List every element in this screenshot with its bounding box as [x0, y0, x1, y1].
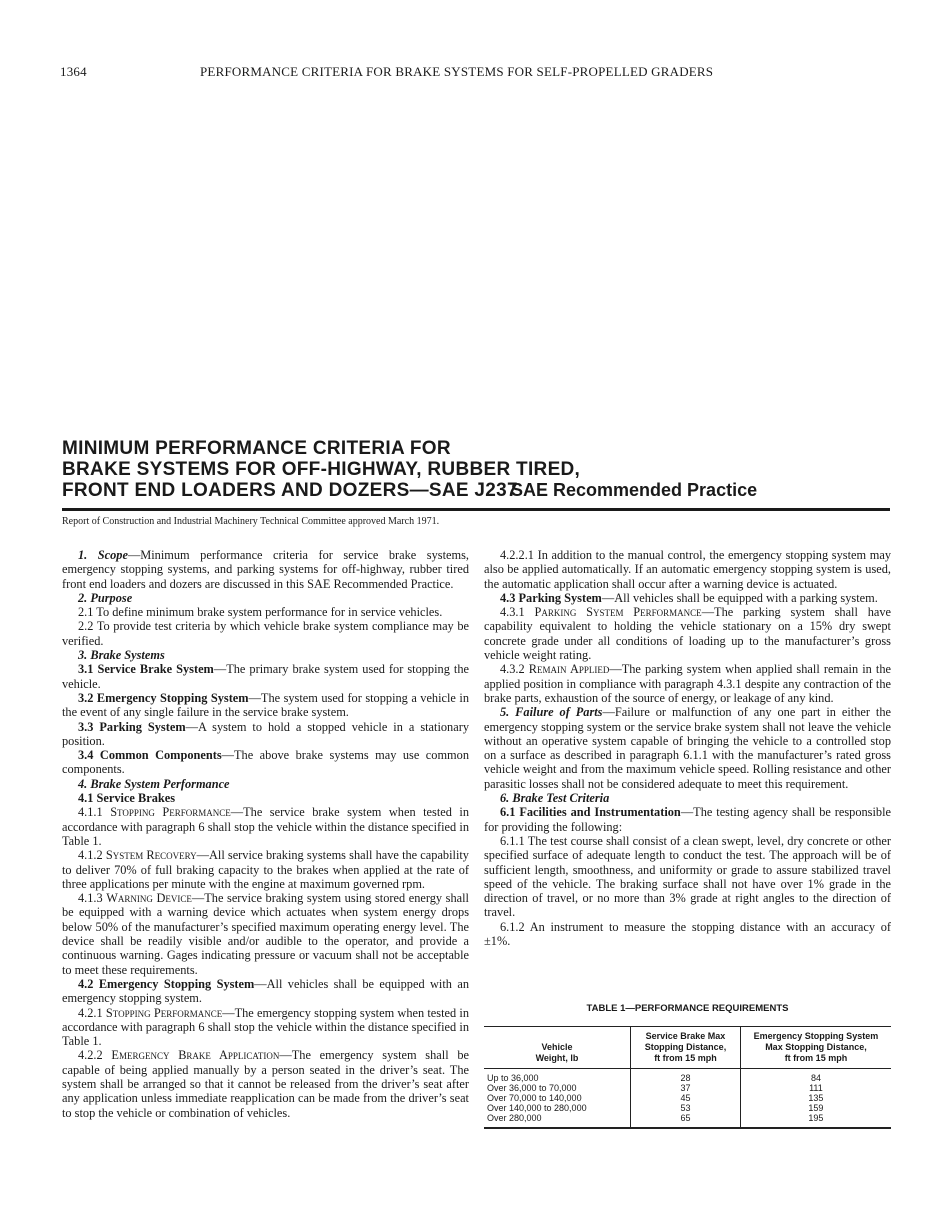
header-line: Vehicle: [541, 1042, 573, 1052]
paragraph: [62, 548, 469, 591]
paragraph-text: —The emergency stopping system when tested in accordance with paragraph 6 shall stop the vehicle within the distance specified in Table 1.: [62, 1005, 469, 1049]
header-line: Service Brake Max: [645, 1031, 726, 1041]
column-header-service: [631, 1027, 741, 1069]
subsection-heading: 4.1 Service Brakes: [78, 791, 176, 806]
running-header: [60, 64, 920, 80]
service-distance-cell: 28: [631, 1069, 741, 1084]
section-heading: 5. Failure of Parts: [500, 705, 603, 720]
paragraph: [62, 648, 469, 662]
column-header-weight: [484, 1027, 631, 1069]
report-note: Report of Construction and Industrial Machinery Technical Committee approved March 1971.: [62, 516, 440, 527]
performance-table: [484, 1026, 891, 1129]
service-distance-cell: 65: [631, 1113, 741, 1128]
paragraph: 6.1.1 The test course shall consist of a clean swept, level, dry concrete or other specified surface of adequate length to conduct the test. The approach will be of sufficient length, smoothness, and uniformity or grade to assure stabilized travel speed of the vehicle. The braking surface shall not have over 1% grade in the direction of travel, or no more than 3% grade at right angles to the direction of travel.: [484, 833, 891, 920]
header-line: ft from 15 mph: [654, 1053, 717, 1063]
paragraph-text: —The parking system when applied shall remain in the applied position in compliance with paragraph 4.3.1 despite any contraction of the brake parts, exhaustion of the source of energy, or leakage of any kind.: [484, 662, 891, 705]
weight-cell: Over 36,000 to 70,000: [487, 1083, 577, 1093]
document-title: [62, 438, 581, 501]
paragraph-text: —The system used for stopping a vehicle in the event of any single failure in the service brake system.: [62, 690, 469, 720]
clause-heading: Remain Applied: [528, 662, 610, 677]
table-row: [484, 1103, 891, 1113]
paragraph-text: —The primary brake system used for stopping the vehicle.: [62, 662, 469, 691]
table-caption: TABLE 1—PERFORMANCE REQUIREMENTS: [586, 1003, 789, 1014]
subsection-heading: 6.1 Facilities and Instrumentation: [500, 805, 681, 820]
weight-cell: Over 280,000: [484, 1113, 631, 1128]
weight-cell: Over 70,000 to 140,000: [487, 1093, 582, 1103]
clause-number: 4.2.1: [78, 1005, 103, 1020]
paragraph: 6.1.2 An instrument to measure the stopping distance with an accuracy of ±1%.: [484, 919, 891, 949]
clause-heading: Emergency Brake Application: [111, 1048, 280, 1063]
paragraph: [484, 662, 891, 705]
paragraph-text: —The emergency system shall be capable of being applied manually by a person seated in the driver’s seat. The system shall be arranged so that it cannot be released from the driver’s seat after any application unless immediate reapplication can be made from the driver’s seat to stop the vehicle or combination of vehicles.: [62, 1048, 469, 1120]
subsection-heading: 3.1 Service Brake System: [78, 662, 214, 677]
subsection-heading: 3.2 Emergency Stopping System: [78, 690, 249, 705]
paragraph: [62, 777, 469, 791]
clause-heading: Stopping Performance: [105, 1005, 223, 1020]
table-header-row: [484, 1027, 891, 1069]
paragraph: [62, 748, 469, 777]
clause-heading: Stopping Performance: [110, 805, 231, 820]
paragraph: [62, 1006, 469, 1049]
page-number: 1364: [60, 64, 87, 79]
section-heading: 1. Scope: [78, 548, 128, 562]
table-row: [484, 1083, 891, 1093]
left-column: [62, 548, 469, 1120]
emergency-distance-cell: 135: [808, 1093, 824, 1103]
paragraph: 4.2.2.1 In addition to the manual control, the emergency stopping system may also be applied automatically. If an automatic emergency stopping system is used, the automatic application shall occur after a warning device is actuated.: [484, 548, 891, 591]
title-line-3: FRONT END LOADERS AND DOZERS—SAE J237: [62, 480, 518, 501]
section-heading: 4. Brake System Performance: [78, 776, 230, 791]
paragraph-text: —The service brake system when tested in accordance with paragraph 6 shall stop the vehicle within the distance specified in Table 1.: [62, 805, 470, 848]
section-heading: 2. Purpose: [78, 590, 133, 605]
paragraph: 2.2 To provide test criteria by which vehicle brake system compliance may be verified.: [62, 619, 469, 648]
subsection-heading: 3.3 Parking System: [78, 719, 186, 734]
table-row: [484, 1113, 891, 1128]
emergency-distance-cell: 111: [809, 1083, 823, 1093]
service-distance-cell: 37: [631, 1083, 741, 1093]
paragraph: [484, 805, 891, 834]
service-distance-cell: 45: [631, 1093, 741, 1103]
paragraph-text: —The parking system shall have capability equivalent to holding the vehicle stationary on a 15% dry swept concrete grade under all conditions of loading up to the manufacturer’s gross vehicle weight rating.: [484, 605, 891, 663]
paragraph-text: —Minimum performance criteria for service brake systems, emergency stopping systems, and parking systems for off-highway, rubber tired front end loaders and dozers are discussed in this SAE Recommended Practice.: [62, 548, 469, 591]
header-line: Weight, lb: [535, 1053, 579, 1063]
paragraph: [62, 720, 469, 749]
clause-heading: System Recovery: [105, 848, 197, 863]
emergency-distance-cell: 195: [740, 1113, 891, 1128]
paragraph: [62, 691, 469, 720]
clause-heading: Warning Device: [106, 891, 192, 906]
emergency-distance-cell: 84: [810, 1073, 821, 1083]
section-heading: 6. Brake Test Criteria: [500, 791, 610, 806]
title-line-2: BRAKE SYSTEMS FOR OFF-HIGHWAY, RUBBER TIRED,: [62, 459, 581, 480]
paragraph-text: —Failure or malfunction of any one part in either the emergency stopping system or the service brake system shall not leave the vehicle without an operative system capable of bringing the vehicle to a controlled stop on a surface as described in paragraph 6.1.1 with the manufacturer’s rated gross vehicle weight and from the maximum vehicle speed. Rolling resistance and other parasitic losses shall not be considered adequate to meet this requirement.: [484, 705, 891, 791]
paragraph: [62, 977, 469, 1006]
clause-heading: Parking System Performance: [534, 605, 702, 620]
paragraph-text: —The testing agency shall be responsible for providing the following:: [484, 805, 891, 834]
subsection-heading: 4.3 Parking System: [500, 590, 602, 605]
header-line: Emergency Stopping System: [753, 1031, 879, 1041]
paragraph: [484, 591, 891, 605]
weight-cell: Up to 36,000: [487, 1073, 539, 1083]
clause-number: 4.1.1: [78, 805, 103, 820]
subsection-heading: 4.2 Emergency Stopping System: [78, 976, 255, 991]
header-line: Stopping Distance,: [644, 1042, 727, 1052]
emergency-distance-cell: 159: [808, 1103, 824, 1113]
clause-number: 4.1.2: [78, 848, 103, 863]
clause-number: 4.2.2: [78, 1048, 103, 1063]
paragraph-text: —The above brake systems may use common components.: [62, 748, 469, 777]
paragraph: [484, 705, 891, 791]
weight-cell: Over 140,000 to 280,000: [487, 1103, 587, 1113]
clause-number: 4.3.1: [500, 605, 525, 620]
paragraph: [62, 791, 469, 805]
paragraph-text: —All service braking systems shall have the capability to deliver 70% of full braking capacity to the brakes when applied at the rate of three applications per minute with the engine at maximum governed rpm.: [62, 848, 469, 891]
paragraph: [62, 662, 469, 691]
section-heading: 3. Brake Systems: [78, 648, 165, 663]
paragraph: [62, 591, 469, 605]
running-title: PERFORMANCE CRITERIA FOR BRAKE SYSTEMS FOR SELF-PROPELLED GRADERS: [200, 64, 714, 79]
paragraph-text: —All vehicles shall be equipped with an emergency stopping system.: [62, 976, 469, 1006]
paragraph: [62, 891, 469, 977]
paragraph: [484, 791, 891, 805]
subsection-heading: 3.4 Common Components: [78, 748, 222, 763]
clause-number: 4.3.2: [500, 662, 525, 677]
paragraph: [484, 605, 891, 662]
clause-number: 4.1.3: [78, 891, 103, 906]
title-line-1: MINIMUM PERFORMANCE CRITERIA FOR: [62, 438, 451, 459]
paragraph: 2.1 To define minimum brake system performance for in service vehicles.: [78, 605, 443, 620]
service-distance-cell: 53: [631, 1103, 741, 1113]
paragraph: [62, 805, 469, 848]
column-header-emergency: [740, 1027, 891, 1069]
paragraph: [62, 848, 469, 891]
right-column: [484, 548, 891, 948]
paragraph-text: —All vehicles shall be equipped with a parking system.: [601, 590, 878, 605]
table-row: [484, 1069, 891, 1084]
header-line: ft from 15 mph: [784, 1053, 848, 1063]
paragraph-text: —The service braking system using stored energy shall be equipped with a warning device which actuates when system energy drops below 50% of the manufacturer’s specified maximum operating energy level. The device shall be readily visible and/or audible to the operator, and provide a continuous warning. Gages indicating pressure or vacuum shall not be acceptable to meet these requirements.: [62, 891, 469, 977]
paragraph: [62, 1048, 469, 1119]
title-divider: [62, 508, 890, 511]
table-row: [484, 1093, 891, 1103]
practice-label: SAE Recommended Practice: [511, 480, 758, 500]
header-line: Max Stopping Distance,: [765, 1042, 867, 1052]
paragraph-text: —A system to hold a stopped vehicle in a stationary position.: [62, 719, 469, 748]
